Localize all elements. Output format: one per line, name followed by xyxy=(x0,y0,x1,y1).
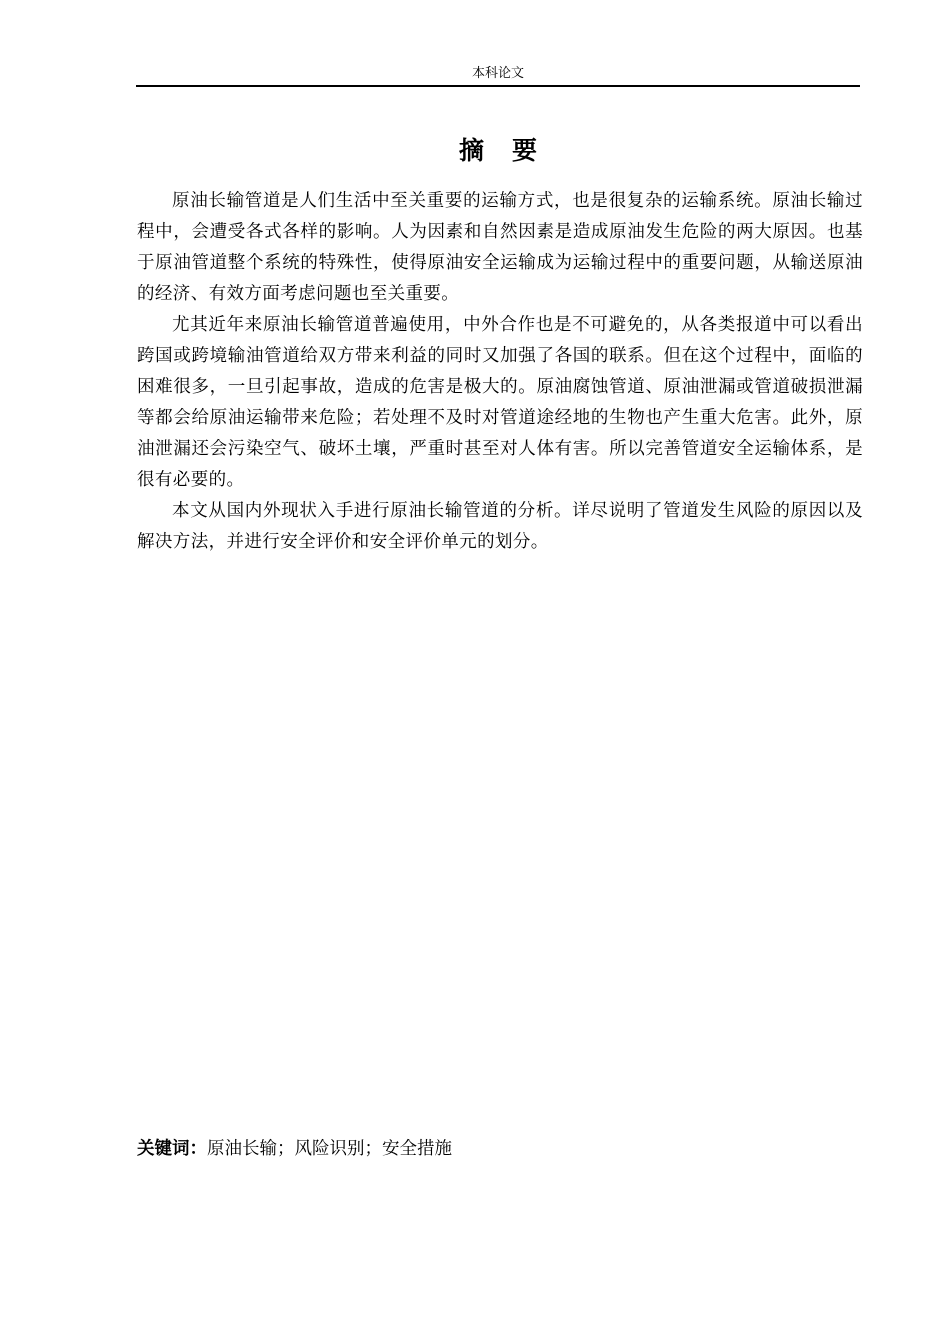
keywords-line xyxy=(137,1134,452,1165)
abstract-title: 摘要 xyxy=(458,136,565,165)
abstract-paragraph-3: 本文从国内外现状入手进行原油长输管道的分析。详尽说明了管道发生风险的原因以及解决方法，并进行安全评价和安全评价单元的划分。 xyxy=(137,501,863,552)
keywords-label: 关键词： xyxy=(137,1139,207,1159)
keywords-value: 原油长输；风险识别；安全措施 xyxy=(207,1139,452,1159)
abstract-paragraph-2: 尤其近年来原油长输管道普遍使用，中外合作也是不可避免的，从各类报道中可以看出跨国或跨境输油管道给双方带来利益的同时又加强了各国的联系。但在这个过程中，面临的困难很多，一旦引起事故，造成的危害是极大的。原油腐蚀管道、原油泄漏或管道破损泄漏等都会给原油运输带来危险；若处理不及时对管道途经地的生物也产生重大危害。此外，原油泄漏还会污染空气、破坏土壤，严重时甚至对人体有害。所以完善管道安全运输体系，是很有必要的。 xyxy=(137,315,863,490)
running-header: 本科论文 xyxy=(471,66,524,81)
header-rule xyxy=(136,85,860,87)
abstract-body xyxy=(137,186,863,558)
abstract-paragraph-1: 原油长输管道是人们生活中至关重要的运输方式，也是很复杂的运输系统。原油长输过程中，会遭受各式各样的影响。人为因素和自然因素是造成原油发生危险的两大原因。也基于原油管道整个系统的特殊性，使得原油安全运输成为运输过程中的重要问题，从输送原油的经济、有效方面考虑问题也至关重要。 xyxy=(137,191,863,304)
